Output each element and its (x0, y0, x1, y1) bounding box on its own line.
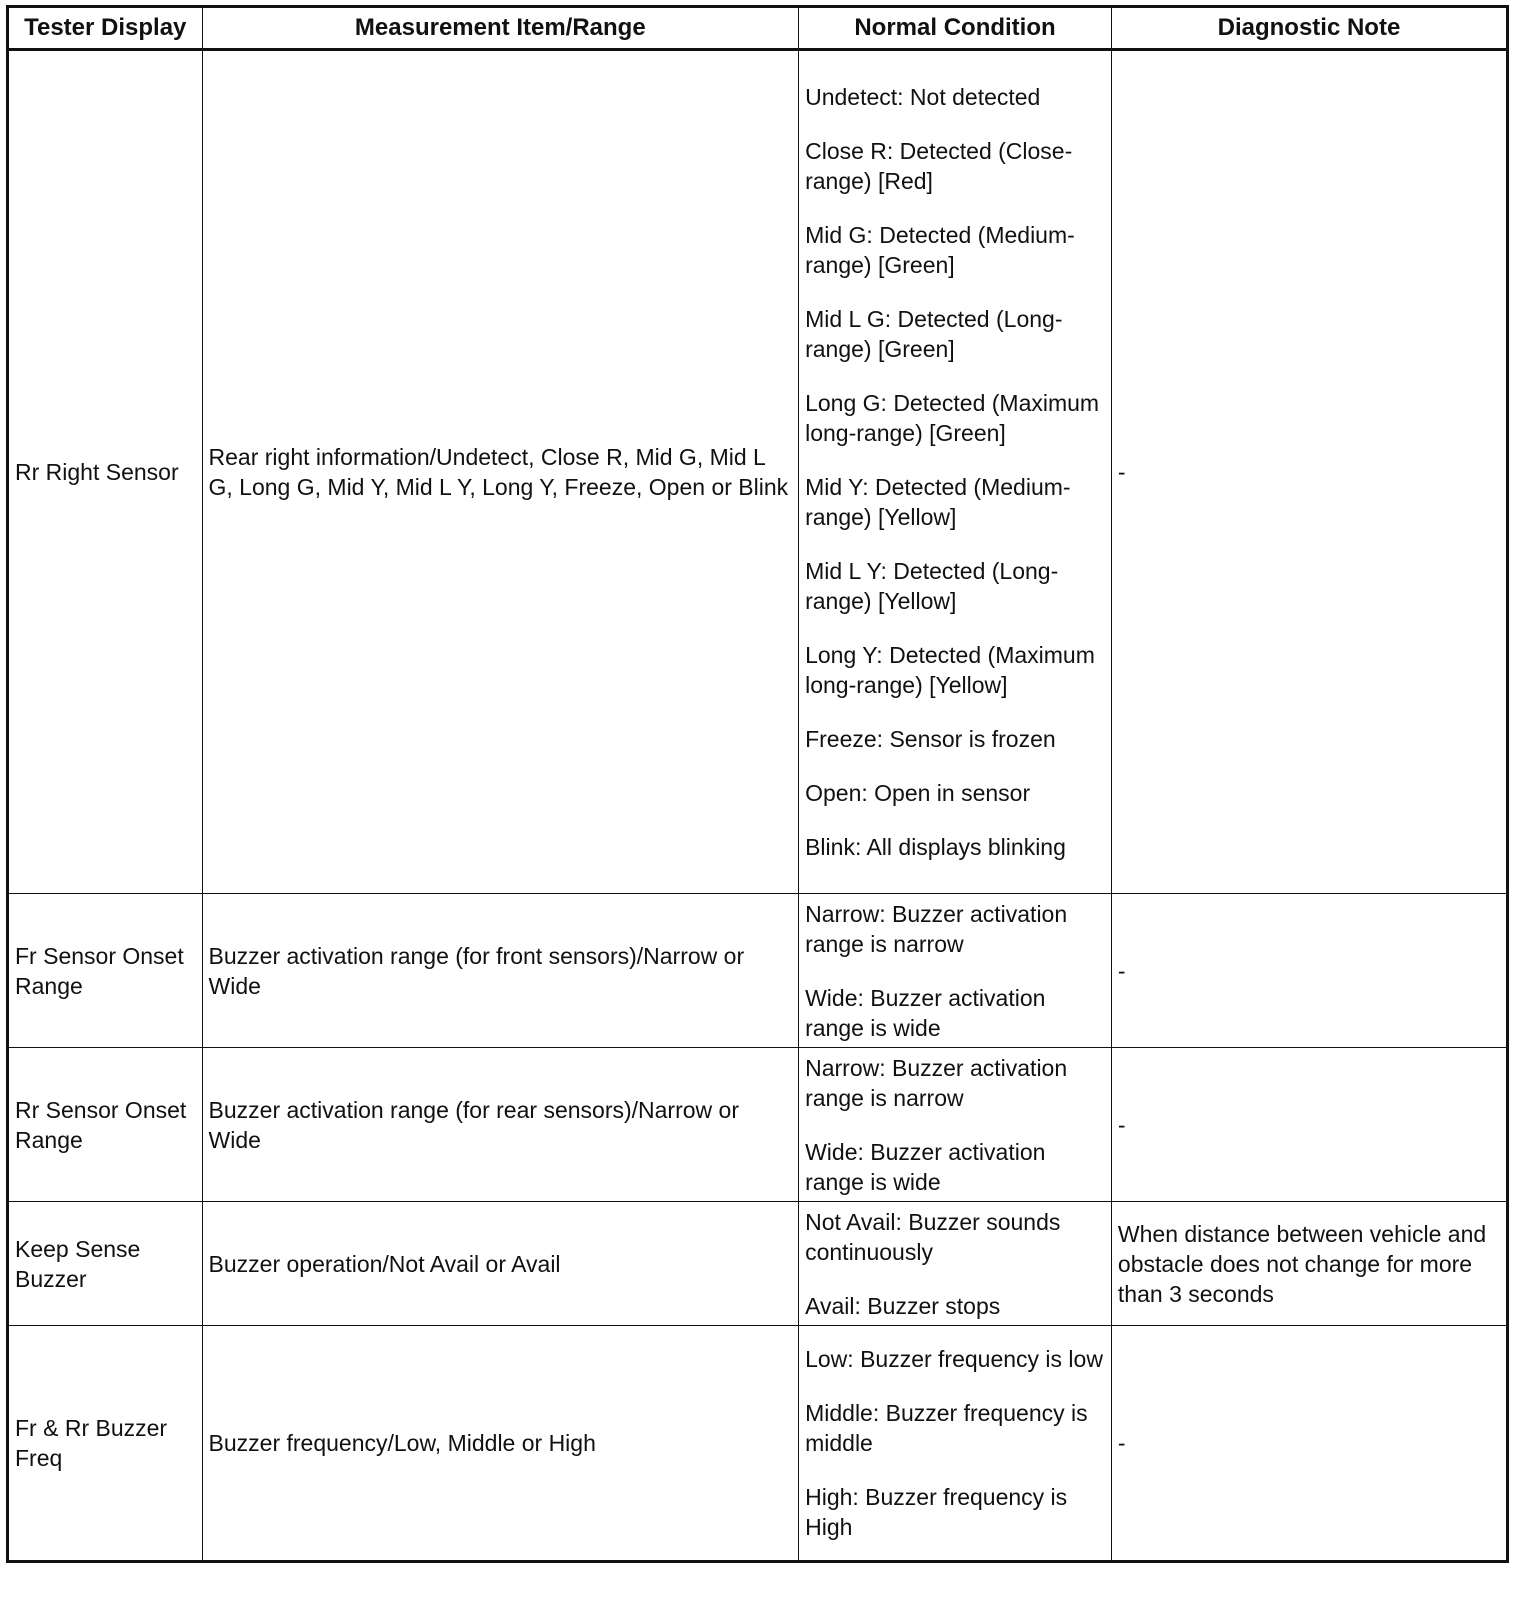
condition-entry: High: Buzzer frequency is High (805, 1484, 1068, 1540)
table-row (8, 1202, 1508, 1326)
header-row (8, 7, 1508, 50)
condition-entry: Mid L G: Detected (Long-range) [Green] (805, 306, 1063, 362)
diagnostic-note-cell: - (1111, 50, 1507, 894)
header-measurement-item: Measurement Item/Range (202, 7, 799, 50)
condition-entry: Long G: Detected (Maximum long-range) [Green] (805, 390, 1100, 446)
tester-display-cell: Keep Sense Buzzer (8, 1202, 203, 1326)
condition-entry: Blink: All displays blinking (805, 834, 1066, 860)
condition-entry: Mid L Y: Detected (Long-range) [Yellow] (805, 558, 1059, 614)
diagnostic-note-cell: - (1111, 894, 1507, 1048)
measurement-item-cell: Buzzer activation range (for front sensors)/Narrow or Wide (202, 894, 799, 1048)
condition-entry: Freeze: Sensor is frozen (805, 726, 1056, 752)
condition-entry: Mid Y: Detected (Medium-range) [Yellow] (805, 474, 1071, 530)
tester-display-cell: Rr Sensor Onset Range (8, 1048, 203, 1202)
header-tester-display: Tester Display (8, 7, 203, 50)
condition-entry: Wide: Buzzer activation range is wide (805, 1138, 1046, 1195)
measurement-item-cell: Buzzer frequency/Low, Middle or High (202, 1326, 799, 1562)
condition-entry: Long Y: Detected (Maximum long-range) [Yellow] (805, 642, 1095, 698)
condition-entry: Avail: Buzzer stops (805, 1292, 1001, 1319)
condition-entry: Narrow: Buzzer activation range is narrow (805, 900, 1068, 957)
header-normal-condition: Normal Condition (799, 7, 1112, 50)
condition-entry: Close R: Detected (Close-range) [Red] (805, 138, 1073, 194)
diagnostic-note-cell: - (1111, 1326, 1507, 1562)
measurement-item-cell: Buzzer operation/Not Avail or Avail (202, 1202, 799, 1326)
condition-entry: Low: Buzzer frequency is low (805, 1346, 1103, 1372)
diagnostic-note-cell: - (1111, 1048, 1507, 1202)
table-body (8, 50, 1508, 1562)
condition-entry: Not Avail: Buzzer sounds continuously (805, 1208, 1061, 1265)
tester-display-cell: Fr & Rr Buzzer Freq (8, 1326, 203, 1562)
condition-entry: Open: Open in sensor (805, 780, 1031, 806)
normal-condition-cell (799, 894, 1112, 1048)
table-row (8, 1048, 1508, 1202)
condition-entry: Undetect: Not detected (805, 84, 1041, 110)
tester-display-cell: Rr Right Sensor (8, 50, 203, 894)
condition-entry: Narrow: Buzzer activation range is narrow (805, 1054, 1068, 1111)
normal-condition-cell (799, 1048, 1112, 1202)
data-monitor-table (6, 5, 1509, 1563)
normal-condition-cell (799, 1326, 1112, 1562)
normal-condition-cell (799, 50, 1112, 894)
table-row (8, 50, 1508, 894)
condition-entry: Mid G: Detected (Medium-range) [Green] (805, 222, 1075, 278)
tester-display-cell: Fr Sensor Onset Range (8, 894, 203, 1048)
measurement-item-cell: Rear right information/Undetect, Close R, Mid G, Mid L G, Long G, Mid Y, Mid L Y, Long Y, Freeze, Open or Blink (202, 50, 799, 894)
header-diagnostic-note: Diagnostic Note (1111, 7, 1507, 50)
table-header (8, 7, 1508, 50)
condition-entry: Wide: Buzzer activation range is wide (805, 984, 1046, 1041)
normal-condition-cell (799, 1202, 1112, 1326)
table-row (8, 894, 1508, 1048)
table-row (8, 1326, 1508, 1562)
diagnostic-note-cell: When distance between vehicle and obstacle does not change for more than 3 seconds (1111, 1202, 1507, 1326)
measurement-item-cell: Buzzer activation range (for rear sensors)/Narrow or Wide (202, 1048, 799, 1202)
condition-entry: Middle: Buzzer frequency is middle (805, 1400, 1088, 1456)
